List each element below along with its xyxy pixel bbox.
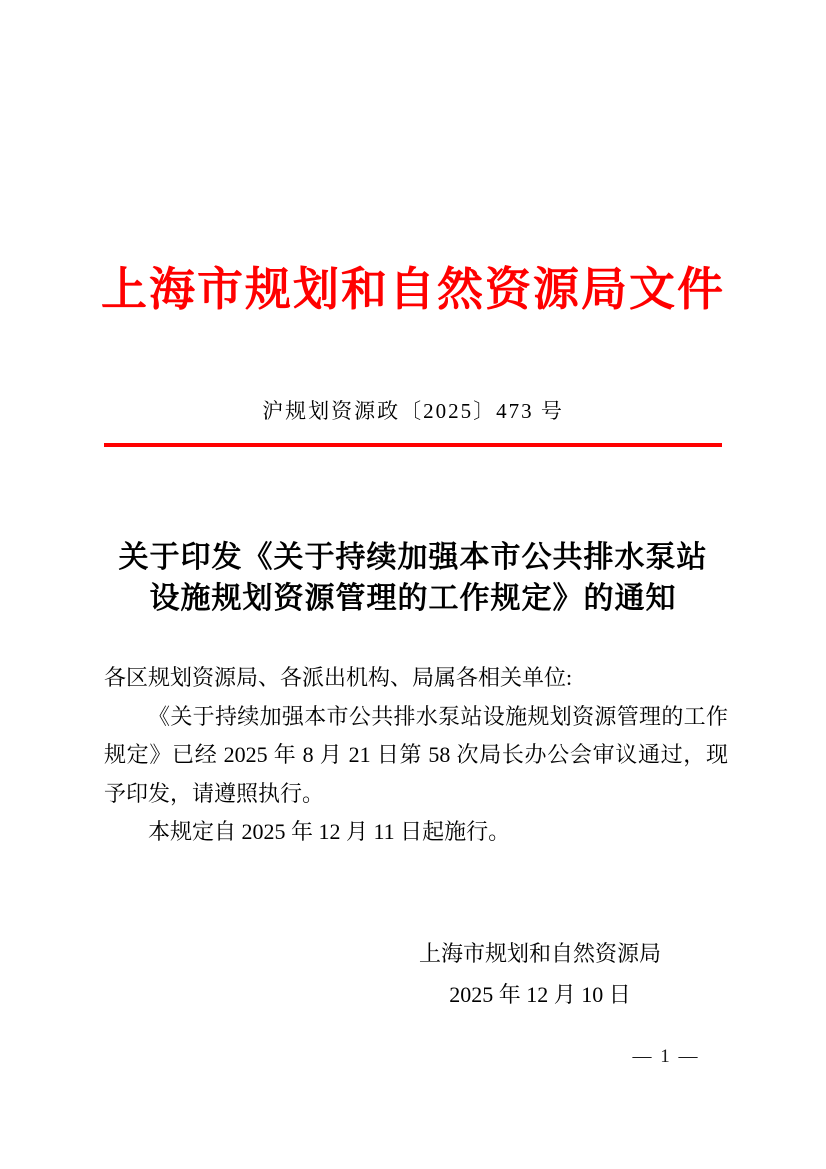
- body-paragraph-1: 《关于持续加强本市公共排水泵站设施规划资源管理的工作规定》已经 2025 年 8 月 21 日第 58 次局长办公会审议通过，现予印发，请遵照执行。: [104, 703, 728, 806]
- letterhead-divider-rule: [104, 443, 722, 447]
- notice-title: [0, 537, 826, 619]
- page-number: — 1 —: [632, 1046, 700, 1067]
- salutation-line: 各区规划资源局、各派出机构、局属各相关单位:: [104, 665, 573, 690]
- signer-name: 上海市规划和自然资源局: [419, 941, 662, 966]
- document-reference-number: 沪规划资源政〔2025〕473 号: [262, 399, 564, 423]
- signature-date: 2025 年 12 月 10 日: [449, 982, 631, 1007]
- signature-block: [419, 933, 661, 1015]
- letterhead-title: 上海市规划和自然资源局文件: [101, 264, 725, 315]
- notice-title-line-2: 设施规划资源管理的工作规定》的通知: [149, 582, 677, 615]
- body-paragraph-2: 本规定自 2025 年 12 月 11 日起施行。: [148, 819, 511, 844]
- document-body: [104, 659, 728, 852]
- notice-title-line-1: 关于印发《关于持续加强本市公共排水泵站: [118, 541, 708, 574]
